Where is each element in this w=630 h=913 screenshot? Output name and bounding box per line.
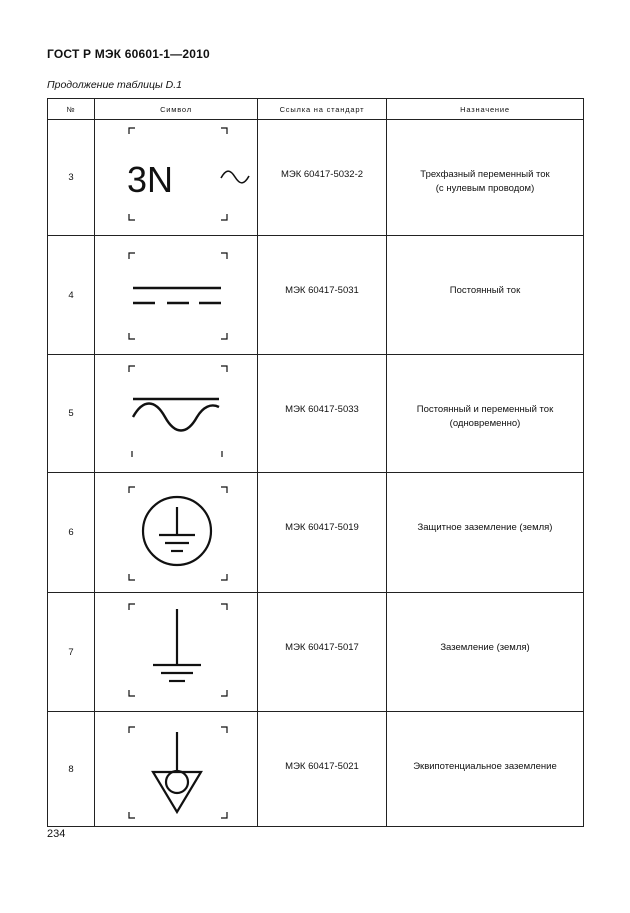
standard-reference: МЭК 60417-5033 [258, 355, 387, 473]
table-header-row [48, 99, 584, 120]
row-number: 5 [48, 355, 95, 473]
symbol-cell [95, 712, 258, 827]
purpose-line: Постоянный ток [449, 285, 521, 296]
table-row [48, 236, 584, 355]
direct-current-icon [95, 236, 257, 354]
purpose [387, 473, 584, 593]
symbol-cell [95, 236, 258, 355]
row-number: 6 [48, 473, 95, 593]
standard-reference: МЭК 60417-5019 [258, 473, 387, 593]
column-header-number: № [48, 99, 95, 120]
equipotential-icon [95, 712, 257, 826]
earth-ground-icon [95, 593, 257, 711]
document-header: ГОСТ Р МЭК 60601-1—2010 [47, 47, 210, 61]
column-header-symbol: Символ [95, 99, 258, 120]
symbol-label: 3N [127, 159, 174, 200]
purpose-line: Заземление (земля) [440, 642, 530, 653]
purpose-line: Защитное заземление (земля) [417, 522, 553, 533]
symbol-cell [95, 120, 258, 236]
column-header-purpose: Назначение [387, 99, 584, 120]
row-number: 8 [48, 712, 95, 827]
purpose [387, 712, 584, 827]
row-number: 7 [48, 593, 95, 712]
table-caption: Продолжение таблицы D.1 [47, 79, 182, 91]
row-number: 4 [48, 236, 95, 355]
symbol-cell [95, 355, 258, 473]
purpose-line: Эквипотенциальное заземление [413, 761, 557, 772]
purpose-line: Постоянный и переменный ток [416, 404, 554, 415]
purpose [387, 236, 584, 355]
protective-earth-icon [95, 473, 257, 592]
purpose-line: (с нулевым проводом) [435, 183, 535, 194]
standard-reference: МЭК 60417-5031 [258, 236, 387, 355]
standard-reference: МЭК 60417-5017 [258, 593, 387, 712]
purpose [387, 120, 584, 236]
row-number: 3 [48, 120, 95, 236]
page-number: 234 [47, 828, 66, 840]
standard-reference: МЭК 60417-5021 [258, 712, 387, 827]
three-phase-ac-neutral-icon [95, 120, 257, 235]
standard-reference: МЭК 60417-5032-2 [258, 120, 387, 236]
purpose-line: Трехфазный переменный ток [420, 169, 550, 180]
symbol-cell [95, 593, 258, 712]
purpose [387, 355, 584, 473]
table-row [48, 712, 584, 827]
table-row [48, 355, 584, 473]
table-row [48, 593, 584, 712]
ac-dc-current-icon [95, 355, 257, 472]
purpose [387, 593, 584, 712]
table-row [48, 120, 584, 236]
table-row [48, 473, 584, 593]
column-header-reference: Ссылка на стандарт [258, 99, 387, 120]
symbol-cell [95, 473, 258, 593]
purpose-line: (одновременно) [449, 418, 521, 429]
symbols-table [47, 98, 584, 827]
